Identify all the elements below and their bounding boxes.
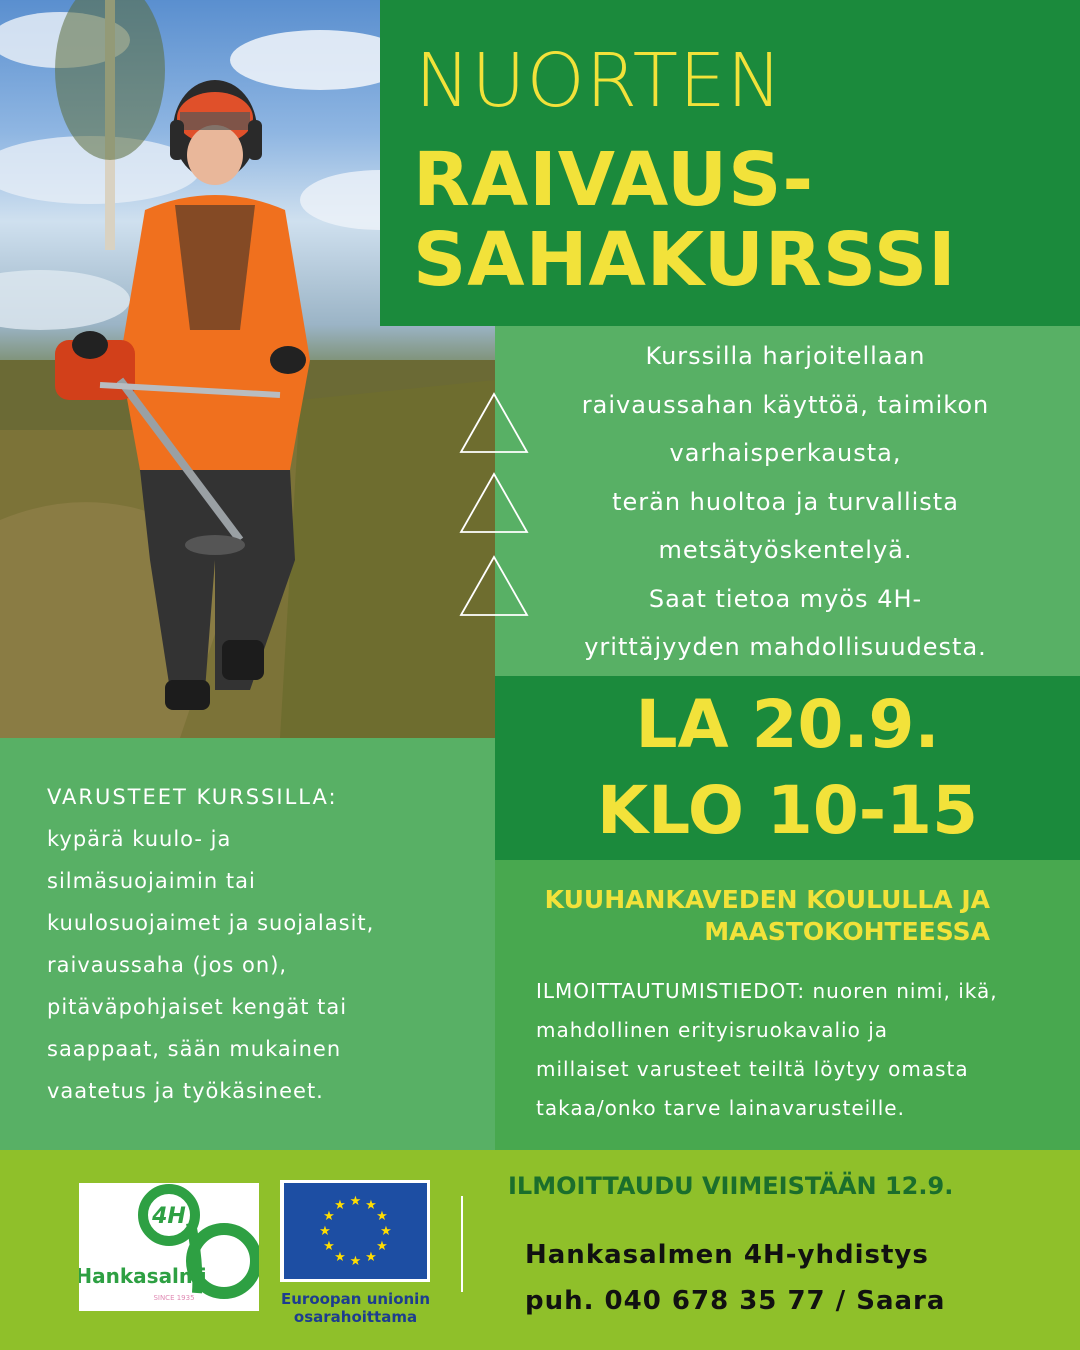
- date-time: KLO 10-15: [596, 772, 978, 849]
- svg-text:★: ★: [349, 1194, 362, 1209]
- svg-text:4H: 4H: [152, 1204, 186, 1229]
- description-line: yrittäjyyden mahdollisuudesta.: [584, 633, 987, 661]
- course-date: [495, 682, 1080, 854]
- equipment-list: [47, 776, 467, 1112]
- svg-text:★: ★: [323, 1239, 335, 1254]
- footer-divider: [461, 1196, 463, 1292]
- eu-text-line: osarahoittama: [293, 1308, 418, 1326]
- svg-text:★: ★: [365, 1198, 377, 1213]
- svg-text:★: ★: [334, 1198, 346, 1213]
- hankasalmi-4h-logo: [79, 1183, 259, 1311]
- description-line: metsätyöskentelyä.: [658, 536, 913, 564]
- svg-text:★: ★: [365, 1250, 377, 1265]
- 4h-90-logo-icon: [79, 1183, 259, 1311]
- svg-text:★: ★: [323, 1209, 335, 1224]
- phone-number[interactable]: puh. 040 678 35 77 / Saara: [525, 1286, 946, 1316]
- description-line: raivaussahan käyttöä, taimikon: [581, 390, 990, 419]
- registration-line: millaiset varusteet teiltä löytyy omasta: [536, 1057, 969, 1081]
- title-main: [413, 137, 957, 303]
- registration-line: ILMOITTAUTUMISTIEDOT: nuoren nimi, ikä,: [536, 979, 998, 1003]
- eu-funding-text: [268, 1290, 443, 1326]
- equipment-line: silmäsuojaimin tai: [47, 869, 256, 893]
- svg-text:SINCE 1935: SINCE 1935: [153, 1294, 195, 1302]
- svg-text:★: ★: [376, 1209, 388, 1224]
- description-line: Saat tietoa myös 4H-: [648, 584, 923, 613]
- registration-line: takaa/onko tarve lainavarusteille.: [536, 1096, 905, 1120]
- svg-text:★: ★: [380, 1224, 392, 1239]
- title-line-sahakurssi: SAHAKURSSI: [413, 217, 957, 303]
- svg-text:★: ★: [319, 1224, 331, 1239]
- equipment-line: raivaussaha (jos on),: [47, 953, 288, 977]
- eu-stars-icon: [284, 1183, 427, 1279]
- contact-info: [525, 1232, 945, 1324]
- description-line: terän huoltoa ja turvallista: [612, 487, 959, 516]
- eu-text-line: Euroopan unionin: [281, 1290, 430, 1308]
- tree-triangle-icon: [459, 555, 529, 617]
- svg-text:Hankasalmi: Hankasalmi: [79, 1264, 207, 1288]
- registration-info: [536, 972, 1056, 1128]
- equipment-heading: VARUSTEET KURSSILLA:: [47, 785, 338, 809]
- organization-name: Hankasalmen 4H-yhdistys: [525, 1240, 929, 1270]
- equipment-line: saappaat, sään mukainen: [47, 1037, 342, 1061]
- title-nuorten: NUORTEN: [415, 38, 784, 124]
- course-location: [510, 884, 990, 948]
- registration-line: mahdollinen erityisruokavalio ja: [536, 1018, 888, 1042]
- course-description: [495, 332, 1080, 672]
- eu-flag: [284, 1183, 427, 1279]
- tree-triangle-icon: [459, 392, 529, 454]
- equipment-line: vaatetus ja työkäsineet.: [47, 1079, 324, 1103]
- svg-text:★: ★: [376, 1239, 388, 1254]
- description-line: Kurssilla harjoitellaan: [645, 342, 926, 370]
- svg-text:★: ★: [334, 1250, 346, 1265]
- tree-triangle-icon: [459, 472, 529, 534]
- equipment-line: kypärä kuulo- ja: [47, 827, 232, 851]
- equipment-line: kuulosuojaimet ja suojalasit,: [47, 911, 375, 935]
- location-line: MAASTOKOHTEESSA: [704, 917, 990, 946]
- description-line: varhaisperkausta,: [669, 439, 902, 467]
- location-line: KUUHANKAVEDEN KOULULLA JA: [544, 885, 990, 914]
- svg-text:★: ★: [349, 1254, 362, 1269]
- title-line-raivaus: RAIVAUS-: [413, 137, 815, 223]
- date-day: LA 20.9.: [635, 686, 940, 763]
- registration-deadline: ILMOITTAUDU VIIMEISTÄÄN 12.9.: [508, 1172, 954, 1200]
- equipment-line: pitäväpohjaiset kengät tai: [47, 995, 348, 1019]
